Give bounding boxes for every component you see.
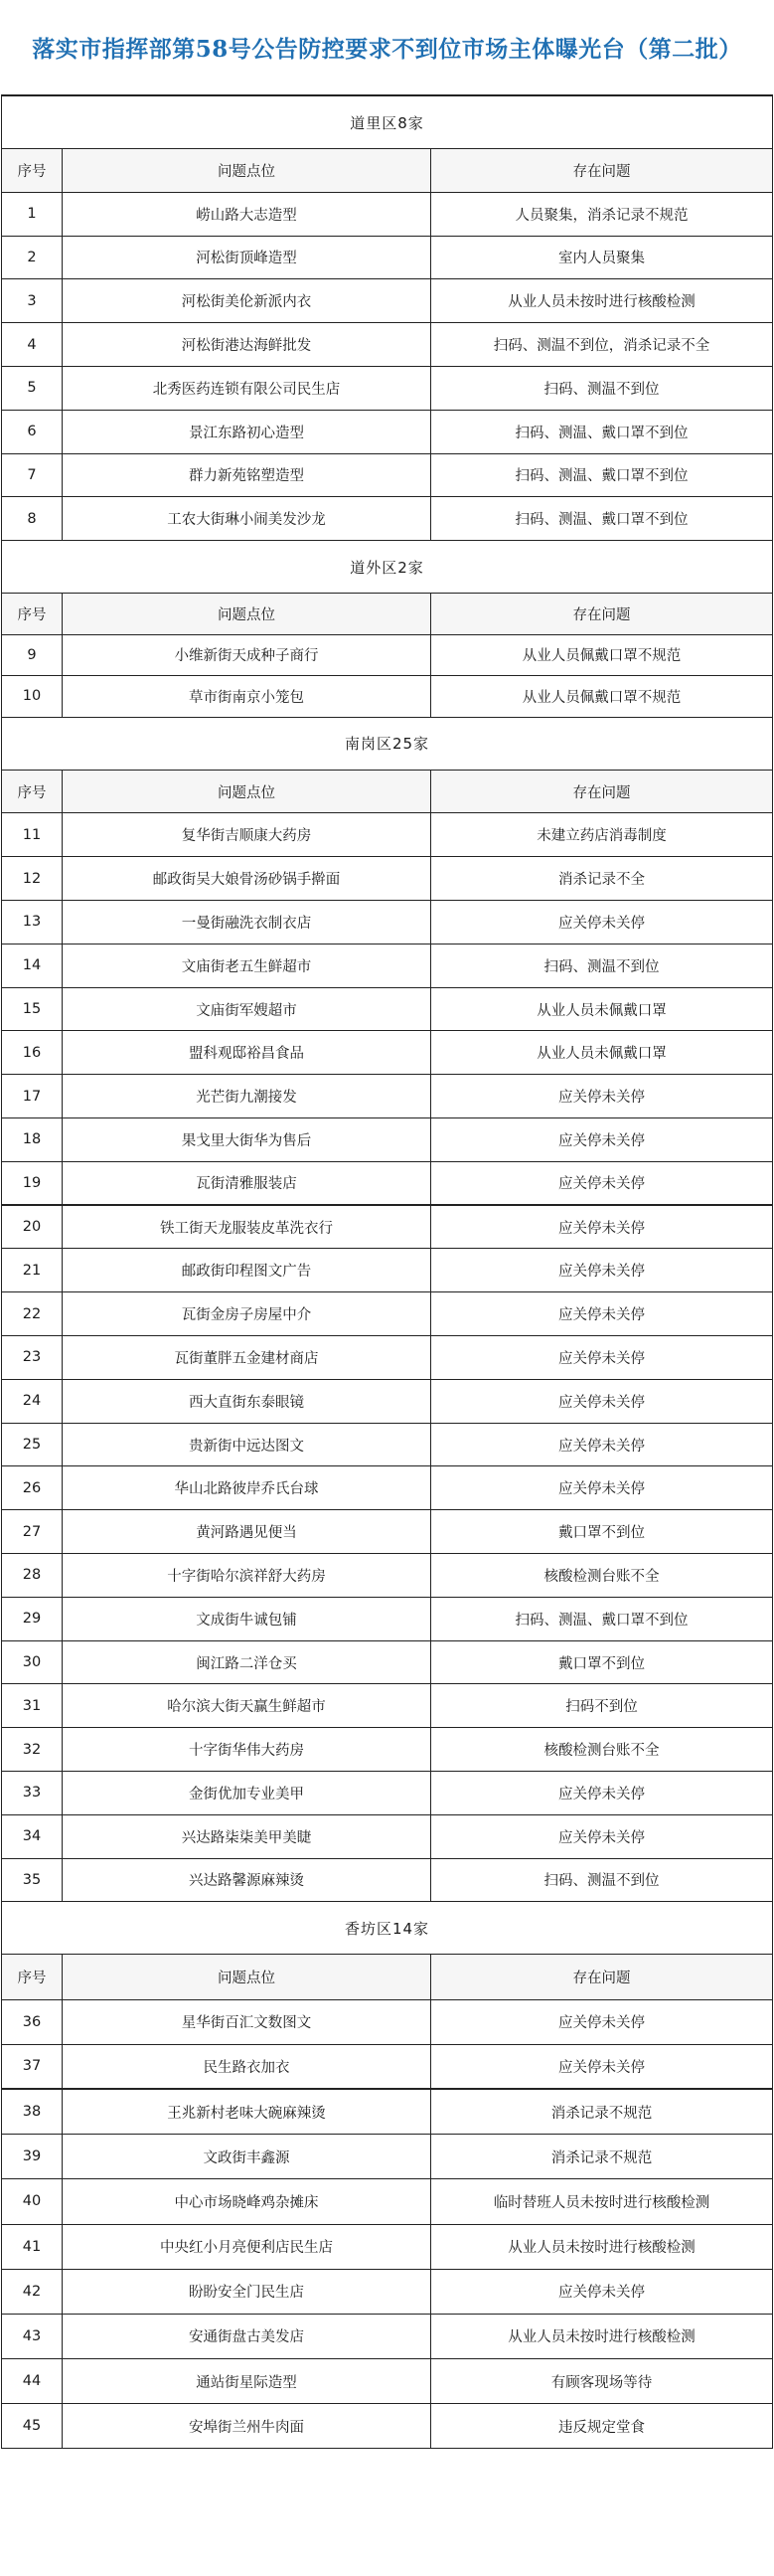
table-row	[2, 1118, 772, 1162]
table-row	[2, 2135, 772, 2179]
column-header-location: 问题点位	[62, 771, 430, 813]
page-title: 落实市指挥部第58号公告防控要求不到位市场主体曝光台（第二批）	[32, 36, 742, 63]
row-location-cell: 光芒街九潮接发	[62, 1075, 430, 1117]
row-location-cell: 贵新街中远达图文	[62, 1424, 430, 1466]
row-seq-cell: 16	[22, 1044, 42, 1061]
row-location-cell: 景江东路初心造型	[62, 411, 430, 453]
table-row	[2, 1554, 772, 1598]
row-seq-cell: 40	[22, 2193, 42, 2210]
row-seq-cell: 1	[27, 206, 37, 223]
row-seq-cell: 29	[22, 1611, 42, 1628]
row-seq-cell: 25	[22, 1437, 42, 1454]
table-row	[2, 1292, 772, 1336]
district-heading: 道外区2家	[2, 541, 772, 594]
row-seq-cell: 12	[22, 870, 42, 887]
column-header-issue: 存在问题	[430, 594, 772, 634]
row-issue-cell: 应关停未关停	[430, 1249, 772, 1291]
row-location-cell: 瓦街清雅服装店	[62, 1162, 430, 1204]
row-seq-cell: 6	[27, 424, 37, 440]
row-location-cell: 通站街星际造型	[62, 2359, 430, 2403]
row-location-cell: 十字街哈尔滨祥舒大药房	[62, 1554, 430, 1597]
table-row	[2, 1859, 772, 1903]
table-row	[2, 1075, 772, 1118]
row-seq-cell: 2	[27, 249, 37, 265]
table-row	[2, 945, 772, 988]
table-row	[2, 2359, 772, 2404]
exposure-table	[1, 94, 773, 2449]
row-issue-cell: 扫码、测温、戴口罩不到位	[430, 411, 772, 453]
column-header-location: 问题点位	[62, 1955, 430, 1998]
row-issue-cell: 应关停未关停	[430, 1118, 772, 1161]
row-seq-cell: 33	[22, 1785, 42, 1802]
row-location-cell: 黄河路遇见便当	[62, 1510, 430, 1553]
table-row	[2, 1380, 772, 1424]
row-issue-cell: 应关停未关停	[430, 2000, 772, 2044]
column-header-issue: 存在问题	[430, 149, 772, 192]
district-heading: 香坊区14家	[2, 1902, 772, 1955]
row-seq-cell: 4	[27, 336, 37, 353]
row-issue-cell: 消杀记录不全	[430, 857, 772, 900]
column-header-seq: 序号	[17, 606, 47, 623]
row-seq-cell: 8	[27, 510, 37, 527]
row-location-cell: 闽江路二洋仓买	[62, 1641, 430, 1684]
table-row	[2, 1031, 772, 1075]
table-row	[2, 1728, 772, 1772]
table-row	[2, 2090, 772, 2135]
row-location-cell: 哈尔滨大街天赢生鲜超市	[62, 1684, 430, 1727]
district-section-ng	[2, 718, 772, 1903]
row-issue-cell: 从业人员未按时进行核酸检测	[430, 2315, 772, 2358]
table-row	[2, 2404, 772, 2449]
row-issue-cell: 消杀记录不规范	[430, 2090, 772, 2134]
row-seq-cell: 30	[22, 1654, 42, 1670]
table-row	[2, 1206, 772, 1250]
row-location-cell: 华山北路彼岸乔氏台球	[62, 1466, 430, 1509]
row-issue-cell: 应关停未关停	[430, 1466, 772, 1509]
row-location-cell: 中心市场晓峰鸡杂摊床	[62, 2179, 430, 2223]
row-location-cell: 文庙街军嫂超市	[62, 988, 430, 1031]
row-issue-cell: 扫码、测温、戴口罩不到位	[430, 454, 772, 497]
row-seq-cell: 9	[27, 646, 37, 663]
row-issue-cell: 应关停未关停	[430, 1424, 772, 1466]
row-seq-cell: 42	[22, 2283, 42, 2300]
row-location-cell: 王兆新村老味大碗麻辣烫	[62, 2090, 430, 2134]
table-row	[2, 1772, 772, 1815]
table-row	[2, 2179, 772, 2224]
row-seq-cell: 37	[22, 2058, 42, 2075]
row-location-cell: 草市街南京小笼包	[62, 676, 430, 717]
row-location-cell: 小维新街天成种子商行	[62, 635, 430, 676]
row-issue-cell: 扫码、测温、戴口罩不到位	[430, 497, 772, 540]
table-row	[2, 2315, 772, 2359]
row-seq-cell: 3	[27, 292, 37, 309]
row-location-cell: 西大直街东泰眼镜	[62, 1380, 430, 1423]
row-issue-cell: 从业人员未佩戴口罩	[430, 988, 772, 1031]
table-row	[2, 1424, 772, 1467]
row-issue-cell: 扫码、测温不到位，消杀记录不全	[430, 323, 772, 366]
column-header-location: 问题点位	[62, 149, 430, 192]
table-row	[2, 676, 772, 718]
column-header-issue: 存在问题	[430, 771, 772, 813]
row-issue-cell: 人员聚集，消杀记录不规范	[430, 193, 772, 236]
row-seq-cell: 13	[22, 914, 42, 931]
table-header-row	[2, 771, 772, 814]
row-issue-cell: 从业人员佩戴口罩不规范	[430, 635, 772, 676]
row-seq-cell: 15	[22, 1001, 42, 1018]
table-row	[2, 2225, 772, 2270]
row-location-cell: 文成街牛诚包铺	[62, 1598, 430, 1640]
row-issue-cell: 应关停未关停	[430, 1336, 772, 1379]
row-location-cell: 十字街华伟大药房	[62, 1728, 430, 1771]
table-row	[2, 1510, 772, 1554]
column-header-location: 问题点位	[62, 594, 430, 634]
row-seq-cell: 43	[22, 2327, 42, 2344]
row-seq-cell: 31	[22, 1697, 42, 1714]
row-issue-cell: 应关停未关停	[430, 1075, 772, 1117]
row-location-cell: 一曼街融洗衣制衣店	[62, 901, 430, 944]
row-seq-cell: 18	[22, 1131, 42, 1148]
table-row	[2, 635, 772, 677]
row-issue-cell: 应关停未关停	[430, 2270, 772, 2314]
table-row	[2, 497, 772, 541]
table-row	[2, 988, 772, 1032]
table-row	[2, 1684, 772, 1728]
row-seq-cell: 39	[22, 2148, 42, 2165]
row-issue-cell: 从业人员未按时进行核酸检测	[430, 279, 772, 322]
row-seq-cell: 27	[22, 1523, 42, 1540]
row-seq-cell: 26	[22, 1479, 42, 1496]
row-location-cell: 民生路衣加衣	[62, 2045, 430, 2088]
row-location-cell: 兴达路柒柒美甲美睫	[62, 1815, 430, 1858]
row-location-cell: 邮政街吴大娘骨汤砂锅手擀面	[62, 857, 430, 900]
row-location-cell: 金街优加专业美甲	[62, 1772, 430, 1814]
table-row	[2, 1598, 772, 1641]
row-seq-cell: 19	[22, 1174, 42, 1191]
district-heading: 道里区8家	[2, 96, 772, 149]
row-location-cell: 河松街港达海鲜批发	[62, 323, 430, 366]
row-location-cell: 文政街丰鑫源	[62, 2135, 430, 2178]
district-section-dl	[2, 96, 772, 541]
row-issue-cell: 应关停未关停	[430, 1206, 772, 1249]
table-row	[2, 1641, 772, 1685]
table-row	[2, 1466, 772, 1510]
row-seq-cell: 20	[22, 1219, 42, 1236]
row-issue-cell: 戴口罩不到位	[430, 1510, 772, 1553]
row-seq-cell: 28	[22, 1567, 42, 1584]
row-location-cell: 邮政街印程图文广告	[62, 1249, 430, 1291]
table-row	[2, 454, 772, 498]
row-issue-cell: 扫码、测温不到位	[430, 1859, 772, 1902]
row-issue-cell: 应关停未关停	[430, 2045, 772, 2088]
table-row	[2, 1249, 772, 1292]
row-seq-cell: 36	[22, 2013, 42, 2030]
row-issue-cell: 扫码、测温、戴口罩不到位	[430, 1598, 772, 1640]
row-location-cell: 兴达路馨源麻辣烫	[62, 1859, 430, 1902]
table-header-row	[2, 149, 772, 193]
row-issue-cell: 从业人员未按时进行核酸检测	[430, 2225, 772, 2269]
row-issue-cell: 应关停未关停	[430, 1292, 772, 1335]
row-location-cell: 星华街百汇文数图文	[62, 2000, 430, 2044]
row-seq-cell: 21	[22, 1262, 42, 1279]
district-section-xf	[2, 1902, 772, 2449]
row-location-cell: 复华街吉顺康大药房	[62, 813, 430, 856]
row-seq-cell: 14	[22, 957, 42, 974]
table-row	[2, 1336, 772, 1380]
row-location-cell: 安埠街兰州牛肉面	[62, 2404, 430, 2448]
row-location-cell: 果戈里大街华为售后	[62, 1118, 430, 1161]
row-seq-cell: 10	[22, 688, 42, 705]
row-seq-cell: 7	[27, 466, 37, 483]
table-row	[2, 279, 772, 323]
table-header-row	[2, 594, 772, 635]
table-header-row	[2, 1955, 772, 1999]
row-location-cell: 瓦街金房子房屋中介	[62, 1292, 430, 1335]
row-seq-cell: 24	[22, 1393, 42, 1410]
row-issue-cell: 应关停未关停	[430, 1772, 772, 1814]
table-row	[2, 1815, 772, 1859]
column-header-seq: 序号	[17, 1970, 47, 1986]
row-issue-cell: 应关停未关停	[430, 1380, 772, 1423]
row-location-cell: 北秀医药连锁有限公司民生店	[62, 367, 430, 410]
row-issue-cell: 扫码、测温不到位	[430, 945, 772, 987]
row-seq-cell: 23	[22, 1349, 42, 1366]
row-seq-cell: 5	[27, 380, 37, 397]
row-issue-cell: 违反规定堂食	[430, 2404, 772, 2448]
row-issue-cell: 临时替班人员未按时进行核酸检测	[430, 2179, 772, 2223]
row-issue-cell: 应关停未关停	[430, 1162, 772, 1204]
column-header-seq: 序号	[17, 163, 47, 180]
row-issue-cell: 戴口罩不到位	[430, 1641, 772, 1684]
table-row	[2, 901, 772, 945]
row-issue-cell: 应关停未关停	[430, 901, 772, 944]
table-row	[2, 323, 772, 367]
row-seq-cell: 45	[22, 2418, 42, 2435]
row-issue-cell: 室内人员聚集	[430, 237, 772, 279]
column-header-issue: 存在问题	[430, 1955, 772, 1998]
row-seq-cell: 11	[22, 826, 42, 843]
row-location-cell: 盟科观邸裕昌食品	[62, 1031, 430, 1074]
district-heading: 南岗区25家	[2, 718, 772, 771]
table-row	[2, 193, 772, 237]
row-seq-cell: 22	[22, 1305, 42, 1322]
column-header-seq: 序号	[17, 784, 47, 801]
row-location-cell: 铁工街天龙服装皮革洗衣行	[62, 1206, 430, 1249]
table-row	[2, 2270, 772, 2315]
row-location-cell: 瓦街董胖五金建材商店	[62, 1336, 430, 1379]
row-seq-cell: 41	[22, 2238, 42, 2255]
row-issue-cell: 应关停未关停	[430, 1815, 772, 1858]
row-seq-cell: 34	[22, 1828, 42, 1845]
row-seq-cell: 17	[22, 1088, 42, 1105]
table-row	[2, 237, 772, 280]
row-issue-cell: 扫码不到位	[430, 1684, 772, 1727]
row-issue-cell: 消杀记录不规范	[430, 2135, 772, 2178]
row-issue-cell: 核酸检测台账不全	[430, 1554, 772, 1597]
row-location-cell: 工农大街琳小闹美发沙龙	[62, 497, 430, 540]
row-issue-cell: 从业人员佩戴口罩不规范	[430, 676, 772, 717]
row-seq-cell: 35	[22, 1871, 42, 1888]
table-row	[2, 367, 772, 411]
table-row	[2, 411, 772, 454]
row-seq-cell: 44	[22, 2373, 42, 2390]
row-issue-cell: 核酸检测台账不全	[430, 1728, 772, 1771]
row-issue-cell: 有顾客现场等待	[430, 2359, 772, 2403]
row-location-cell: 河松街美伦新派内衣	[62, 279, 430, 322]
table-row	[2, 2000, 772, 2045]
row-issue-cell: 未建立药店消毒制度	[430, 813, 772, 856]
row-location-cell: 崂山路大志造型	[62, 193, 430, 236]
row-issue-cell: 扫码、测温不到位	[430, 367, 772, 410]
table-row	[2, 813, 772, 857]
row-location-cell: 河松街顶峰造型	[62, 237, 430, 279]
row-location-cell: 文庙街老五生鲜超市	[62, 945, 430, 987]
row-seq-cell: 32	[22, 1741, 42, 1758]
table-row	[2, 857, 772, 901]
row-location-cell: 群力新苑铭塑造型	[62, 454, 430, 497]
row-location-cell: 盼盼安全门民生店	[62, 2270, 430, 2314]
row-location-cell: 安通街盘古美发店	[62, 2315, 430, 2358]
row-issue-cell: 从业人员未佩戴口罩	[430, 1031, 772, 1074]
district-section-dw	[2, 541, 772, 718]
row-location-cell: 中央红小月亮便利店民生店	[62, 2225, 430, 2269]
table-row	[2, 1162, 772, 1206]
table-row	[2, 2045, 772, 2090]
row-seq-cell: 38	[22, 2104, 42, 2121]
